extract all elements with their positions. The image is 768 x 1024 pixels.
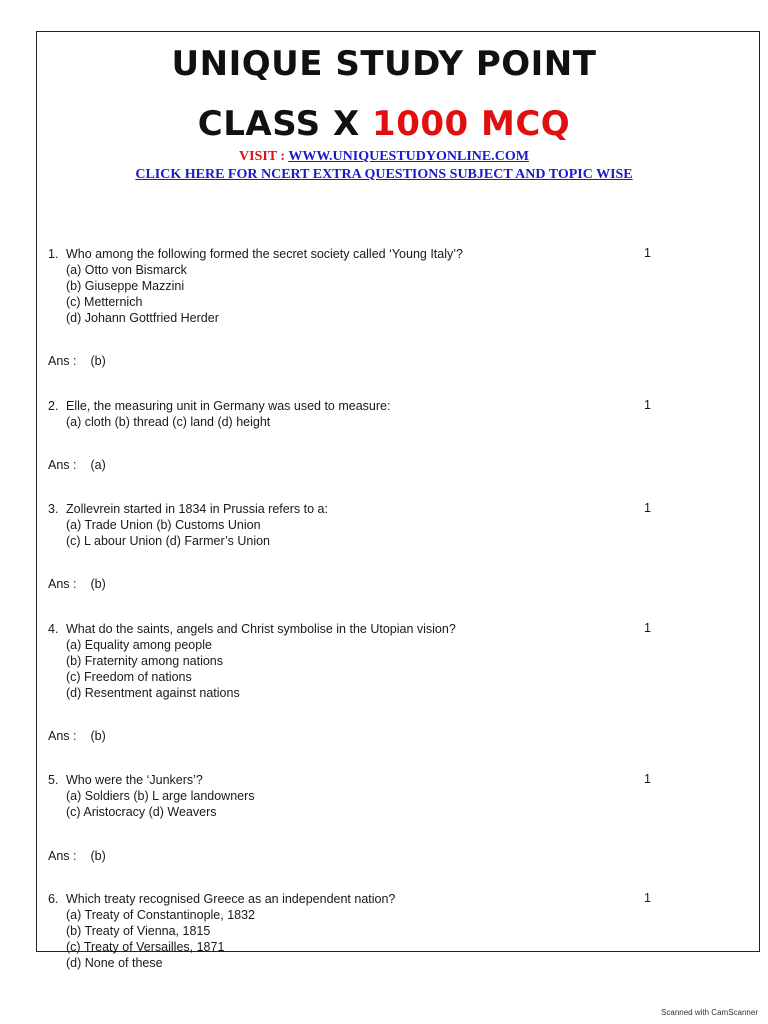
page-subtitle — [0, 104, 768, 144]
question-number: 3. — [48, 502, 59, 516]
question-text: What do the saints, angels and Christ symbolise in the Utopian vision? — [66, 622, 456, 636]
question-3 — [48, 501, 668, 549]
option: (a) Trade Union (b) Customs Union — [66, 518, 261, 532]
option: (b) Fraternity among nations — [66, 654, 224, 668]
option: (a) Treaty of Constantinople, 1832 — [66, 908, 256, 922]
option: (d) None of these — [66, 956, 163, 970]
question-mark: 1 — [644, 246, 651, 260]
answer-value: (b) — [90, 849, 106, 863]
visit-line — [0, 149, 768, 165]
visit-label: VISIT : — [239, 149, 289, 164]
question-text: Who were the ‘Junkers’? — [66, 773, 203, 787]
question-1 — [48, 246, 668, 326]
option: (a) cloth (b) thread (c) land (d) height — [66, 415, 271, 429]
question-2 — [48, 398, 668, 430]
option: (c) Aristocracy (d) Weavers — [66, 805, 217, 819]
question-mark: 1 — [644, 891, 651, 905]
website-link[interactable]: WWW.UNIQUESTUDYONLINE.COM — [288, 149, 529, 164]
option: (c) L abour Union (d) Farmer’s Union — [66, 534, 271, 548]
option: (b) Giuseppe Mazzini — [66, 279, 185, 293]
option: (a) Equality among people — [66, 638, 212, 652]
option: (b) Treaty of Vienna, 1815 — [66, 924, 211, 938]
answer-line — [48, 354, 106, 368]
ncert-link[interactable]: CLICK HERE FOR NCERT EXTRA QUESTIONS SUBJECT AND TOPIC WISE — [135, 167, 633, 182]
answer-line — [48, 577, 106, 591]
option: (c) Treaty of Versailles, 1871 — [66, 940, 225, 954]
answer-line — [48, 729, 106, 743]
answer-label: Ans : — [48, 729, 77, 743]
page-title: UNIQUE STUDY POINT — [171, 44, 597, 84]
class-label: CLASS X — [197, 104, 373, 144]
answer-value: (a) — [90, 458, 106, 472]
question-number: 5. — [48, 773, 59, 787]
option: (a) Soldiers (b) L arge landowners — [66, 789, 255, 803]
question-number: 2. — [48, 399, 59, 413]
answer-label: Ans : — [48, 458, 77, 472]
answer-label: Ans : — [48, 849, 77, 863]
question-4 — [48, 621, 668, 701]
answer-label: Ans : — [48, 354, 77, 368]
question-6 — [48, 891, 668, 971]
question-5 — [48, 772, 668, 820]
question-mark: 1 — [644, 501, 651, 515]
answer-value: (b) — [90, 729, 106, 743]
question-mark: 1 — [644, 772, 651, 786]
scanner-watermark: Scanned with CamScanner — [661, 1008, 758, 1017]
question-text: Which treaty recognised Greece as an independent nation? — [66, 892, 396, 906]
option: (d) Johann Gottfried Herder — [66, 311, 219, 325]
question-number: 6. — [48, 892, 59, 906]
question-mark: 1 — [644, 398, 651, 412]
question-number: 4. — [48, 622, 59, 636]
answer-value: (b) — [90, 354, 106, 368]
mcq-label: 1000 MCQ — [372, 104, 571, 144]
question-number: 1. — [48, 247, 59, 261]
answer-line — [48, 849, 106, 863]
option: (c) Freedom of nations — [66, 670, 192, 684]
answer-label: Ans : — [48, 577, 77, 591]
question-text: Who among the following formed the secret society called ‘Young Italy’? — [66, 247, 463, 261]
question-text: Zollevrein started in 1834 in Prussia refers to a: — [66, 502, 328, 516]
question-text: Elle, the measuring unit in Germany was used to measure: — [66, 399, 391, 413]
answer-line — [48, 458, 106, 472]
option: (d) Resentment against nations — [66, 686, 240, 700]
option: (a) Otto von Bismarck — [66, 263, 187, 277]
option: (c) Metternich — [66, 295, 143, 309]
answer-value: (b) — [90, 577, 106, 591]
question-mark: 1 — [644, 621, 651, 635]
